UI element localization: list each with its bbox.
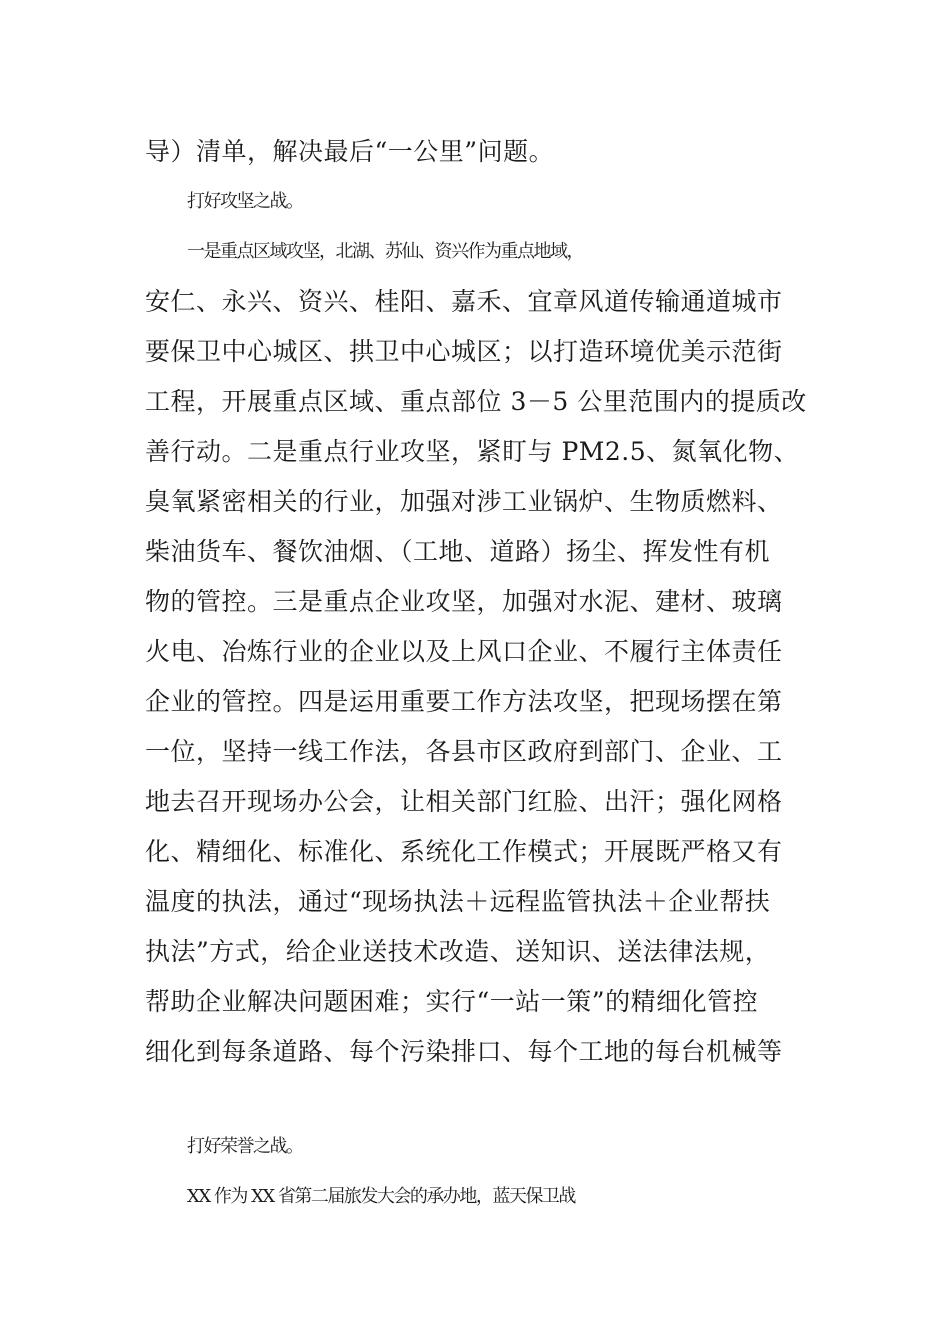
- paragraph-line-10: 物的管控。三是重点企业攻坚，加强对水泥、建材、玻璃: [145, 587, 783, 616]
- paragraph-line-16: 温度的执法，通过“现场执法＋远程监管执法＋企业帮扶: [145, 887, 771, 916]
- paragraph-line-12: 企业的管控。四是运用重要工作方法攻坚，把现场摆在第: [145, 687, 783, 716]
- paragraph-line-15: 化、精细化、标准化、系统化工作模式；开展既严格又有: [145, 837, 783, 866]
- paragraph-line-3: 一是重点区域攻坚，北湖、苏仙、资兴作为重点地域，: [187, 241, 583, 262]
- paragraph-line-21: XX 作为 XX 省第二届旅发大会的承办地，蓝天保卫战: [187, 1186, 575, 1207]
- paragraph-line-5: 要保卫中心城区、拱卫中心城区；以打造环境优美示范街: [145, 337, 783, 366]
- paragraph-line-6: 工程，开展重点区域、重点部位 3－5 公里范围内的提质改: [145, 387, 807, 416]
- paragraph-line-4: 安仁、永兴、资兴、桂阳、嘉禾、宜章风道传输通道城市: [145, 287, 783, 316]
- paragraph-line-8: 臭氧紧密相关的行业，加强对涉工业锅炉、生物质燃料、: [145, 487, 783, 516]
- paragraph-line-14: 地去召开现场办公会，让相关部门红脸、出汗；强化网格: [145, 787, 783, 816]
- paragraph-line-1: 导）清单，解决最后“一公里”问题。: [145, 137, 555, 166]
- paragraph-line-17: 执法”方式，给企业送技术改造、送知识、送法律法规，: [145, 937, 771, 966]
- paragraph-line-13: 一位，坚持一线工作法，各县市区政府到部门、企业、工: [145, 737, 783, 766]
- paragraph-line-18: 帮助企业解决问题困难；实行“一站一策”的精细化管控: [145, 987, 759, 1016]
- section-heading-honor-battle: 打好荣誉之战。: [187, 1136, 303, 1157]
- section-heading-tough-battle: 打好攻坚之战。: [187, 191, 303, 212]
- paragraph-line-9: 柴油货车、餐饮油烟、（工地、道路）扬尘、挥发性有机: [145, 537, 771, 566]
- paragraph-line-11: 火电、冶炼行业的企业以及上风口企业、不履行主体责任: [145, 637, 783, 666]
- paragraph-line-7: 善行动。二是重点行业攻坚，紧盯与 PM2.5、氮氧化物、: [145, 437, 800, 466]
- paragraph-line-19: 细化到每条道路、每个污染排口、每个工地的每台机械等: [145, 1037, 783, 1066]
